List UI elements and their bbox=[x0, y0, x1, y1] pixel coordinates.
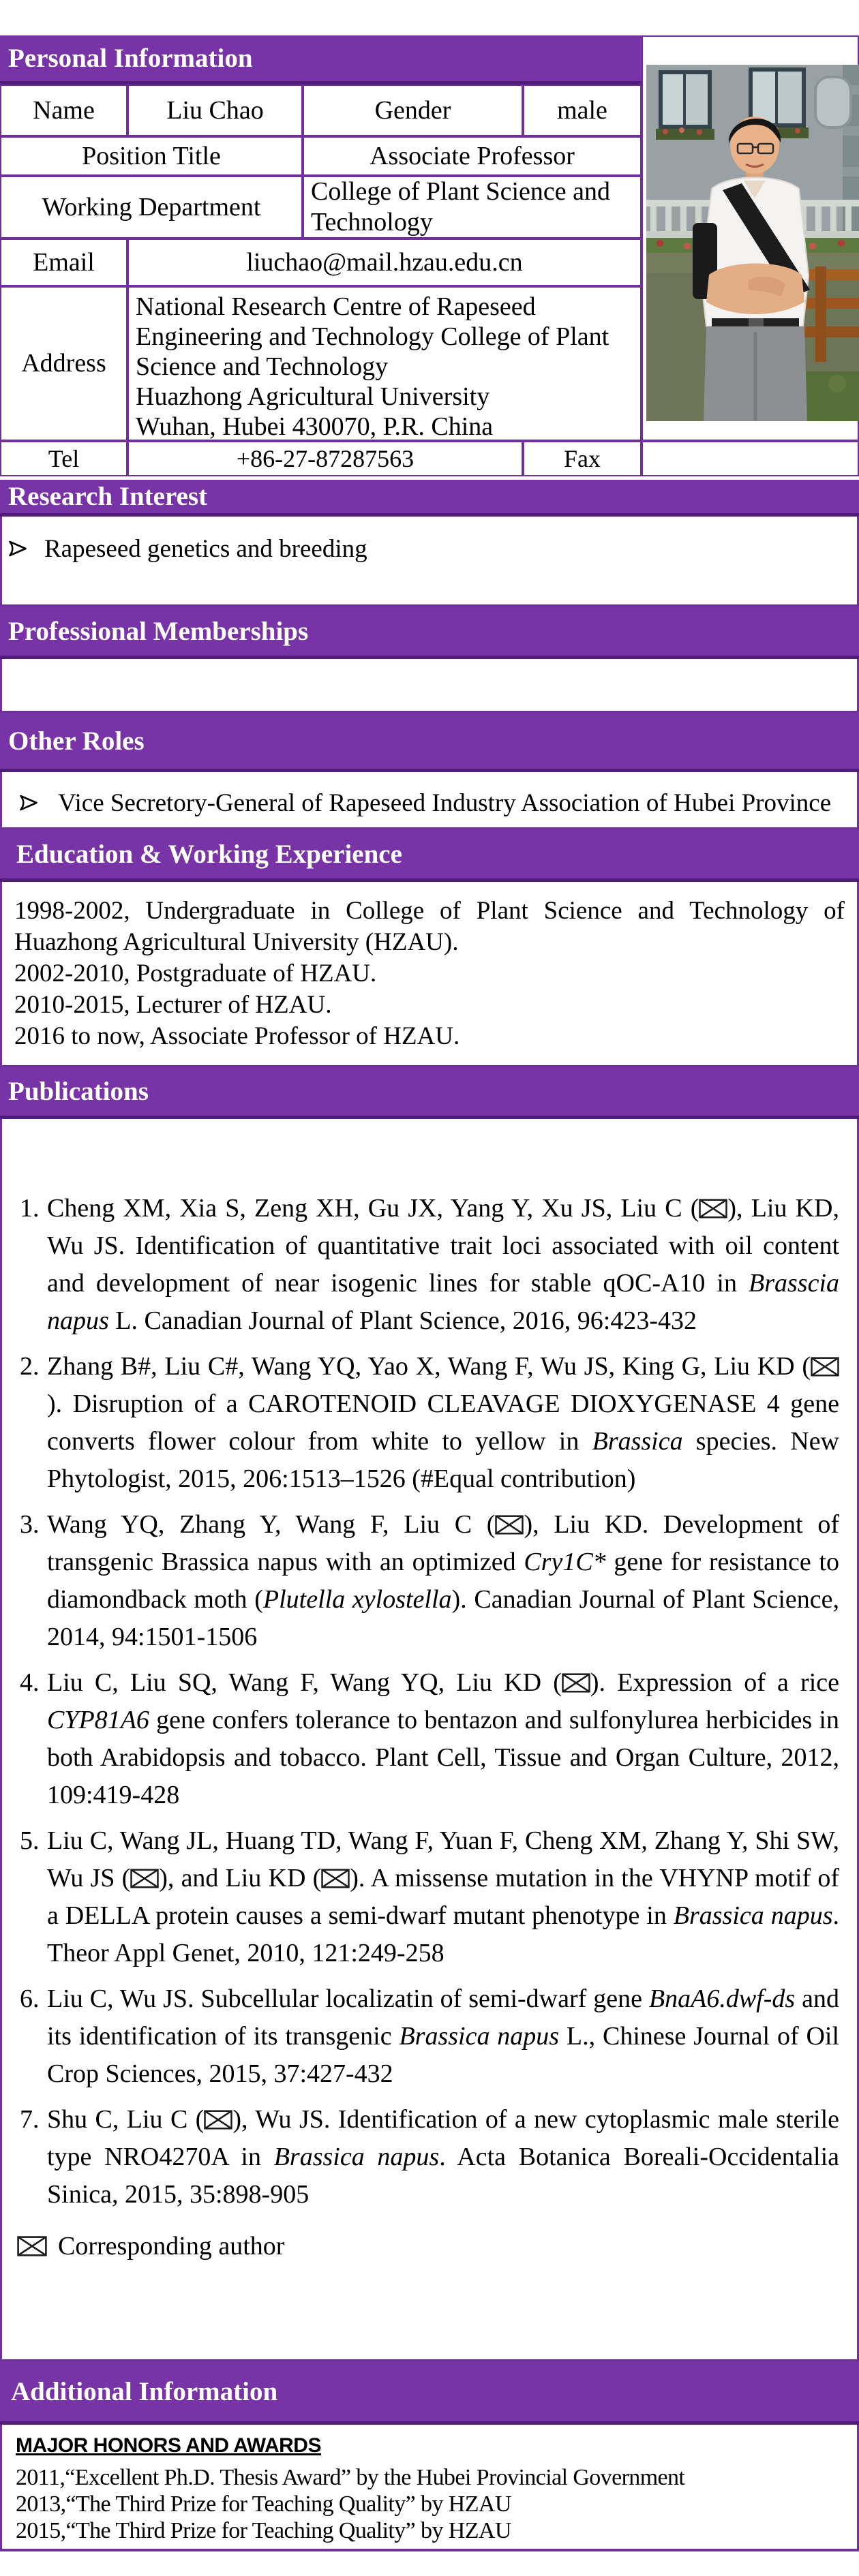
fax-label-cell: Fax bbox=[523, 441, 642, 476]
publication-text: Zhang B#, Liu C#, Wang YQ, Yao X, Wang F, Wu JS, King G, Liu KD (). Disruption of a CAROTENOID CLEAVAGE DIOXYGENASE 4 gene converts flower colour from white to yellow in Brassica species. New Phytologist, 2015, 206:1513–1526 (#Equal contribution) bbox=[47, 1352, 839, 1493]
section-header-additional-information bbox=[0, 2361, 859, 2425]
gender-label-cell: Gender bbox=[303, 85, 523, 136]
section-header-professional-memberships bbox=[0, 607, 859, 659]
publications-content bbox=[0, 1119, 859, 2361]
other-roles-content bbox=[0, 772, 859, 829]
text-line: 1998-2002, Undergraduate in College of Plant Science and Technology of Huazhong Agricultural University (HZAU). bbox=[14, 897, 845, 956]
text-line: 2011,“Excellent Ph.D. Thesis Award” by the Hubei Provincial Government bbox=[16, 2465, 685, 2490]
email-value-cell: liuchao@mail.hzau.edu.cn bbox=[127, 239, 642, 286]
professional-memberships-content bbox=[0, 659, 859, 713]
section-header-personal-information bbox=[0, 35, 642, 85]
envelope-icon bbox=[699, 1199, 727, 1218]
section-title: Additional Information bbox=[11, 2376, 278, 2406]
address-value-cell bbox=[127, 286, 642, 441]
corresponding-author-note bbox=[17, 2231, 857, 2261]
section-title: Publications bbox=[8, 1077, 149, 1106]
list-item bbox=[7, 533, 857, 566]
text-line: National Research Centre of Rapeseed Engineering and Technology College of Plant Science and Technology bbox=[136, 292, 609, 381]
envelope-icon bbox=[321, 1869, 350, 1888]
publication-number: 1. bbox=[20, 1194, 40, 1223]
honors-and-awards-list bbox=[16, 2464, 843, 2544]
envelope-icon bbox=[204, 2110, 232, 2130]
publication-text: Liu C, Wang JL, Huang TD, Wang F, Yuan F, Cheng XM, Zhang Y, Shi SW, Wu JS ( ), and Liu KD ( ). A missense mutation in the VHYNP motif of a DELLA protein causes a semi-dwarf mutant phenotype in Brassica napus. Theor Appl Genet, 2010, 121:249-258 bbox=[47, 1826, 840, 1967]
publication-item bbox=[20, 1506, 839, 1656]
profile-photo bbox=[646, 65, 859, 421]
publication-number: 3. bbox=[20, 1510, 40, 1539]
section-header-other-roles bbox=[0, 713, 859, 772]
arrow-bullet-icon bbox=[18, 794, 39, 812]
section-title: Education & Working Experience bbox=[16, 839, 402, 869]
address-label-cell: Address bbox=[0, 286, 127, 441]
text-line: 2015,“The Third Prize for Teaching Quality” by HZAU bbox=[16, 2518, 511, 2543]
email-label-cell: Email bbox=[0, 239, 127, 286]
gender-value-cell: male bbox=[523, 85, 642, 136]
publication-number: 2. bbox=[20, 1352, 40, 1381]
text-line: 2013,“The Third Prize for Teaching Quality” by HZAU bbox=[16, 2491, 511, 2517]
envelope-icon bbox=[495, 1515, 524, 1535]
section-header-education-working-experience bbox=[0, 829, 859, 882]
publication-item bbox=[20, 2101, 839, 2213]
position-title-value-cell: Associate Professor bbox=[303, 136, 642, 176]
tel-value-cell: +86-27-87287563 bbox=[127, 441, 523, 476]
photo-cell bbox=[642, 35, 859, 441]
publication-text: Cheng XM, Xia S, Zeng XH, Gu JX, Yang Y, Xu JS, Liu C ( ), Liu KD, Wu JS. Identification of quantitative trait loci associated with oil content and development of near isogenic lines for stable qOC-A10 in Brasscia napus L. Canadian Journal of Plant Science, 2016, 96:423-432 bbox=[47, 1194, 839, 1335]
corresponding-author-label: Corresponding author bbox=[58, 2232, 285, 2260]
working-department-value-cell: College of Plant Science and Technology bbox=[303, 176, 642, 239]
publication-item bbox=[20, 1664, 839, 1814]
publication-number: 5. bbox=[20, 1826, 40, 1855]
arrow-bullet-icon bbox=[7, 540, 28, 557]
education-working-experience-content bbox=[0, 882, 859, 1067]
publication-item bbox=[20, 1190, 839, 1340]
publication-text: Shu C, Liu C ( ), Wu JS. Identification of a new cytoplasmic male sterile type NRO4270A in Brassica napus. Acta Botanica Boreali-Occidentalia Sinica, 2015, 35:898-905 bbox=[47, 2105, 840, 2209]
section-title: Personal Information bbox=[8, 44, 253, 73]
text-line: Huazhong Agricultural University bbox=[136, 382, 490, 411]
name-value-cell: Liu Chao bbox=[127, 85, 303, 136]
envelope-icon bbox=[811, 1357, 839, 1377]
publication-text: Liu C, Liu SQ, Wang F, Wang YQ, Liu KD ( ). Expression of a rice CYP81A6 gene confers tolerance to bentazon and sulfonylurea herbicides in both Arabidopsis and tobacco. Plant Cell, Tissue and Organ Culture, 2012, 109:419-428 bbox=[47, 1668, 839, 1809]
text-line: 2010-2015, Lecturer of HZAU. bbox=[14, 991, 332, 1019]
position-title-label-cell: Position Title bbox=[0, 136, 303, 176]
other-role-item: Vice Secretory-General of Rapeseed Industry Association of Hubei Province bbox=[58, 789, 832, 817]
honors-and-awards-heading: MAJOR HONORS AND AWARDS bbox=[16, 2434, 321, 2457]
research-interest-item: Rapeseed genetics and breeding bbox=[44, 535, 367, 563]
publication-item bbox=[20, 1980, 839, 2093]
envelope-icon bbox=[130, 1869, 159, 1888]
tel-label-cell: Tel bbox=[0, 441, 127, 476]
fax-value-cell bbox=[642, 441, 859, 476]
name-label-cell: Name bbox=[0, 85, 127, 136]
publication-number: 7. bbox=[20, 2105, 40, 2134]
section-title: Other Roles bbox=[8, 726, 145, 756]
publication-item bbox=[20, 1348, 839, 1498]
publication-list bbox=[2, 1119, 857, 2213]
working-department-label-cell: Working Department bbox=[0, 176, 303, 239]
section-header-publications bbox=[0, 1067, 859, 1119]
publication-text: Liu C, Wu JS. Subcellular localizatin of semi-dwarf gene BnaA6.dwf-ds and its identification of its transgenic Brassica napus L., Chinese Journal of Oil Crop Sciences, 2015, 37:427-432 bbox=[47, 1984, 840, 2088]
section-header-research-interest bbox=[0, 480, 859, 517]
text-line: 2002-2010, Postgraduate of HZAU. bbox=[14, 960, 377, 987]
text-line: 2016 to now, Associate Professor of HZAU. bbox=[14, 1022, 460, 1050]
additional-information-content bbox=[0, 2425, 859, 2551]
section-title: Research Interest bbox=[8, 482, 208, 511]
list-item bbox=[18, 787, 857, 820]
publication-text: Wang YQ, Zhang Y, Wang F, Liu C ( ), Liu KD. Development of transgenic Brassica napus with an optimized Cry1C* gene for resistance to diamondback moth (Plutella xylostella). Canadian Journal of Plant Science, 2014, 94:1501-1506 bbox=[47, 1510, 839, 1651]
publication-number: 6. bbox=[20, 1984, 40, 2013]
section-title: Professional Memberships bbox=[8, 616, 309, 646]
publication-item bbox=[20, 1822, 839, 1972]
education-history bbox=[2, 882, 857, 1052]
text-line: Wuhan, Hubei 430070, P.R. China bbox=[136, 412, 494, 441]
research-interest-content bbox=[0, 517, 859, 607]
publication-number: 4. bbox=[20, 1668, 40, 1697]
envelope-icon bbox=[562, 1673, 590, 1693]
envelope-icon bbox=[17, 2236, 47, 2256]
